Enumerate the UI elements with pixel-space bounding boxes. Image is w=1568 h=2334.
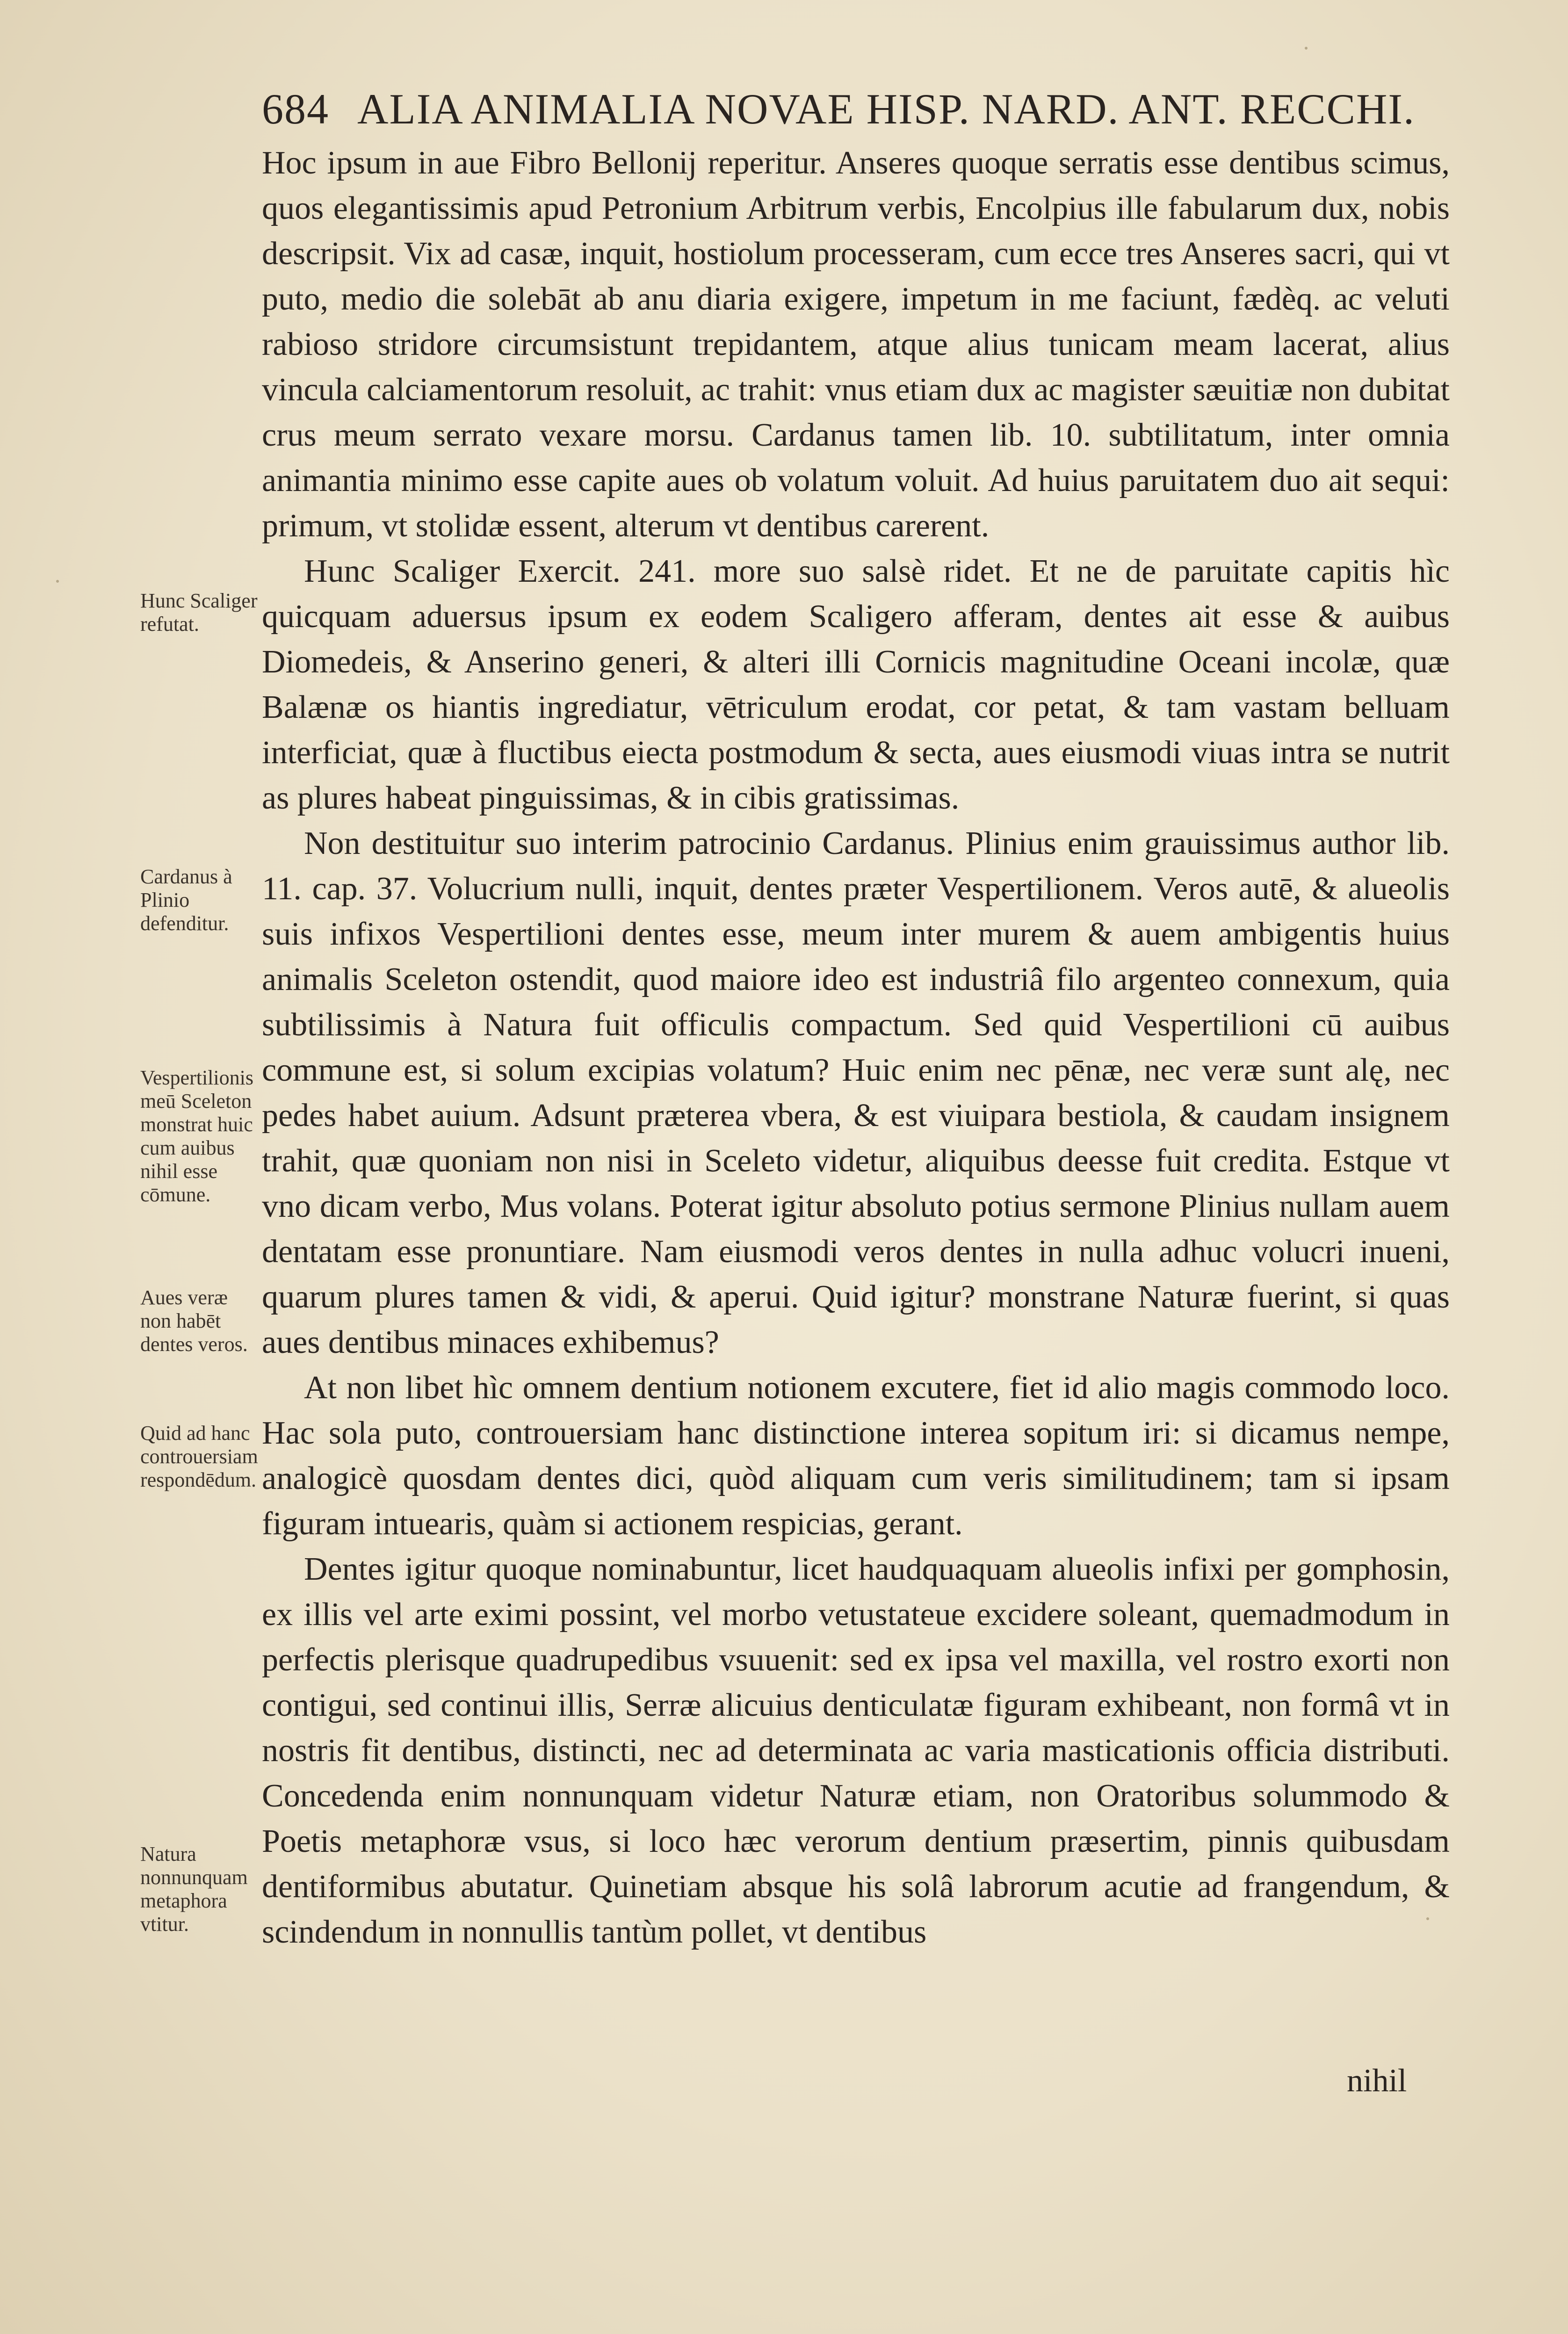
marginal-note: Hunc Scaliger refutat. xyxy=(140,589,258,636)
foxing-spot xyxy=(1305,47,1308,50)
running-title: ALIA ANIMALIA NOVAE HISP. NARD. ANT. RECCHI. xyxy=(357,85,1416,133)
main-text xyxy=(262,140,1450,1955)
marginal-note: Quid ad hanc controuersiam respondēdum. xyxy=(140,1422,258,1491)
paragraph: Hunc Scaliger Exercit. 241. more suo salsè ridet. Et ne de paruitate capitis hìc quicquam aduersus ipsum ex eodem Scaligero afferam, dentes ait esse & auibus Diomedeis, & Anserino generi, & alteri illi Cornicis magnitudine Oceani incolæ, quæ Balænæ os hiantis ingrediatur, vētriculum erodat, cor petat, & tam vastam belluam interficiat, quæ à fluctibus eiecta postmodum & secta, aues eiusmodi viuas intra se nutrit as plures habeat pinguissimas, & in cibis gratissimas. xyxy=(262,553,1450,816)
foxing-spot xyxy=(56,580,59,583)
paragraph: Dentes igitur quoque nominabuntur, licet haudquaquam alueolis infixi per gomphosin, ex illis vel arte eximi possint, vel morbo vetustateue excidere soleant, quemadmodum in perfectis plerisque quadrupedibus vsuuenit: sed ex ipsa vel maxilla, vel rostro exorti non contigui, sed continui illis, Serræ alicuius denticulatæ figuram exhibeant, non formâ vt in nostris fit dentibus, distincti, nec ad determinata ac varia masticationis officia distributi. Concedenda enim nonnunquam videtur Naturæ etiam, non Oratoribus solummodo & Poetis metaphoræ vsus, si loco hæc verorum dentium præsertim, pinnis quibusdam dentiformibus abutatur. Quinetiam absque his solâ labrorum acutie ad frangendum, & scindendum in nonnullis tantùm pollet, vt dentibus xyxy=(262,1551,1450,1950)
marginal-note: Aues veræ non habēt dentes veros. xyxy=(140,1286,248,1356)
marginal-note: Cardanus à Plinio defenditur. xyxy=(140,865,232,935)
marginal-note: Natura nonnunquam metaphora vtitur. xyxy=(140,1843,248,1936)
paragraph: Hoc ipsum in aue Fibro Bellonij reperitur. Anseres quoque serratis esse dentibus scimus, quos elegantissimis apud Petronium Arbitrum verbis, Encolpius ille fabularum dux, nobis descripsit. Vix ad casæ, inquit, hostiolum processeram, cum ecce tres Anseres sacri, qui vt puto, medio die solebāt ab anu diaria exigere, impetum in me faciunt, fædèq. ac veluti rabioso stridore circumsistunt trepidantem, atque alius tunicam meam lacerat, alius vincula calciamentorum resoluit, ac trahit: vnus etiam dux ac magister sæuitiæ non dubitat crus meum serrato vexare morsu. Cardanus tamen lib. 10. subtilitatum, inter omnia animantia minimo esse capite aues ob volatum voluit. Ad huius paruitatem duo ait sequi: primum, vt stolidæ essent, alterum vt dentibus carerent. xyxy=(262,145,1450,544)
paragraph: At non libet hìc omnem dentium notionem excutere, fiet id alio magis commodo loco. Hac sola puto, controuersiam hanc distinctione interea sopitum iri: si dicamus nempe, analogicè quosdam dentes dici, quòd aliquam cum veris similitudinem; tam si ipsam figuram intuearis, quàm si actionem respicias, gerant. xyxy=(262,1370,1450,1542)
paragraph: Non destituitur suo interim patrocinio Cardanus. Plinius enim grauissimus author lib. 11. cap. 37. Volucrium nulli, inquit, dentes præter Vespertilionem. Veros autē, & alueolis suis infixos Vespertilioni dentes esse, meum inter murem & auem ambigentis huius animalis Sceleton ostendit, quod maiore ideo est industriâ filo argenteo connexum, quia subtilissimis à Natura fuit officulis compactum. Sed quid Vespertilioni cū auibus commune est, si solum excipias volatum? Huic enim nec pēnæ, nec veræ sunt alę, nec pedes habet auium. Adsunt præterea vbera, & est viuipara bestiola, & caudam insignem trahit, quæ quoniam non nisi in Sceleto videtur, aliquibus deesse fuit credita. Estque vt vno dicam verbo, Mus volans. Poterat igitur absoluto potius sermone Plinius nullam auem dentatam esse pronuntiare. Nam eiusmodi veros dentes in nulla adhuc volucri inueni, quarum plures tamen & vidi, & aperui. Quid igitur? monstrane Naturæ fuerint, si quas aues dentibus minaces exhibemus? xyxy=(262,825,1450,1360)
foxing-spot xyxy=(1426,1917,1429,1920)
marginal-note: Vespertilionis meū Sceleton monstrat huic cum auibus nihil esse cōmune. xyxy=(140,1066,253,1206)
catchword: nihil xyxy=(1347,2063,1407,2099)
running-header xyxy=(262,84,1431,140)
page-number: 684 xyxy=(262,85,329,133)
